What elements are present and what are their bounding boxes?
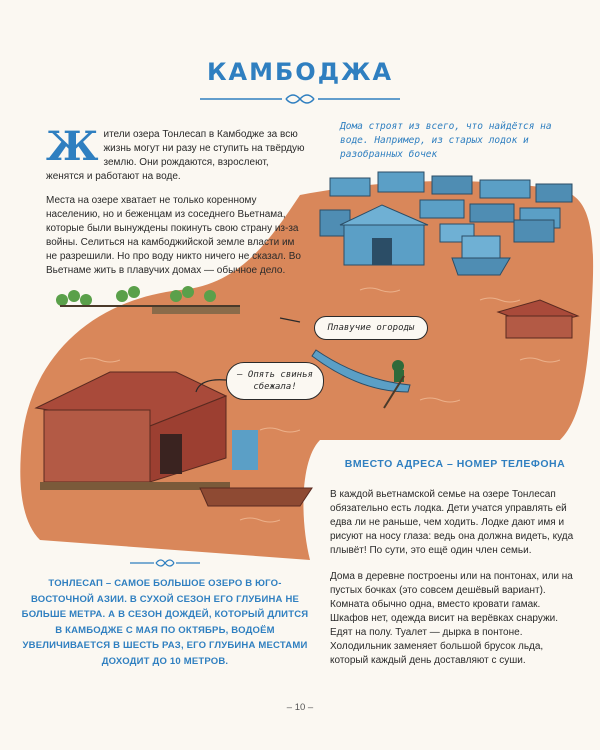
title-ornament	[200, 92, 400, 106]
section-paragraph-2: Дома в деревне построены или на понтонах, или на пустых бочках (это совсем дешёвый вариант). Комната обычно одна, вместо кровати гамак. Шкафов нет, одежда висит на верёвках снаружи. Едят на полу. Туалет — дырка в понтоне. Холодильник заменяет большой брусок льда, который каждый день доставляют с суши.	[330, 571, 573, 666]
intro-text	[46, 123, 308, 288]
section-paragraph-1: В каждой вьетнамской семье на озере Тонлесап обязательно есть лодка. Дети учатся управлять ей едва ли не раньше, чем ходить. Лодке дают имя и рисуют на носу глаза: ведь она должна видеть, куда плывёт! По сути, это ещё один член семьи.	[330, 489, 574, 556]
section-body	[330, 488, 580, 680]
intro-paragraph-1: Жители озера Тонлесап в Камбодже за всю жизнь могут ни разу не ступить на твёрдую землю. Они рождаются, взрослеют, женятся и работают на воде.	[46, 123, 305, 182]
gardens-speech-bubble: Плавучие огороды	[314, 316, 428, 340]
drop-cap: Ж	[46, 123, 99, 170]
lake-fact: ТОНЛЕСАП – САМОЕ БОЛЬШОЕ ОЗЕРО В ЮГО-ВОСТОЧНОЙ АЗИИ. В СУХОЙ СЕЗОН ЕГО ГЛУБИНА НЕ БОЛЬШЕ МЕТРА. А В СЕЗОН ДОЖДЕЙ, КОТОРЫЙ ДЛИТСЯ В КАМБОДЖЕ С МАЯ ПО ОКТЯБРЬ, ВОДОЁМ УВЕЛИЧИВАЕТСЯ В ШЕСТЬ РАЗ, ЕГО ГЛУБИНА МЕСТАМИ ДОХОДИТ ДО 10 МЕТРОВ.	[21, 578, 309, 667]
page-number: – 10 –	[286, 702, 314, 713]
intro-paragraph-2: Места на озере хватает не только коренному населению, но и беженцам из соседнего Вьетнама, которые были вынуждены покинуть свою страну из-за войны. Селиться на камбоджийской земле власти им не разрешили. Но про воду никто ничего не сказал. Во Вьетнаме жить в плавучих домах — обычное дело.	[46, 195, 301, 276]
houses-note: Дома строят из всего, что найдётся на воде. Например, из старых лодок и разобранных бочек	[340, 121, 552, 160]
pig-speech-bubble: – Опять свинья сбежала!	[226, 362, 324, 400]
section-heading: ВМЕСТО АДРЕСА – НОМЕР ТЕЛЕФОНА	[344, 458, 566, 470]
page-title: КАМБОДЖА	[206, 58, 394, 86]
fact-ornament	[130, 557, 200, 569]
